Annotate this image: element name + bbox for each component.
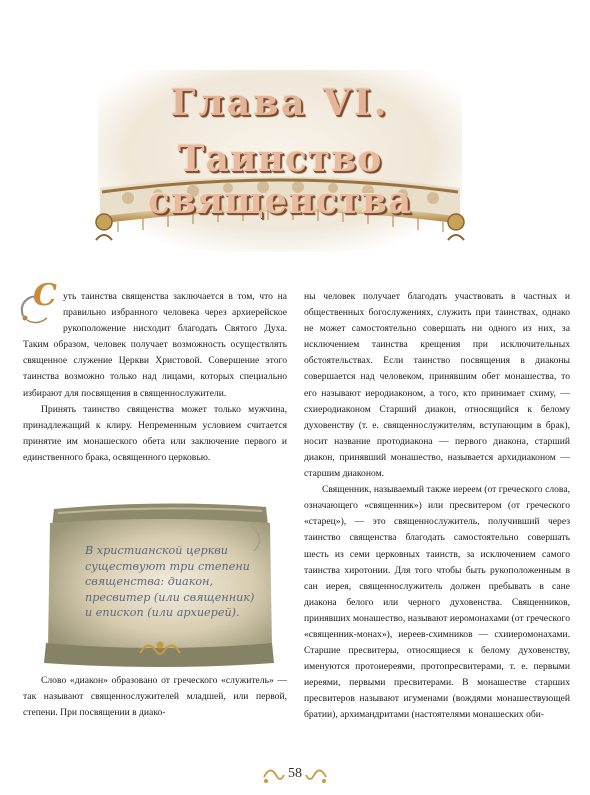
chapter-number: Глава VI. bbox=[170, 82, 390, 124]
paragraph: Слово «диакон» образовано от греческого «служитель» — так называют священнослужителей младшей, или первой, степени. При посвящении в диако- bbox=[23, 675, 287, 719]
paragraph: ны человек получает благодать участвовать в частных и общественных богослужениях, служить при таинствах, однако не может самостоятельно совершать ни одного из них, за исключением таинства крещения при исключительных обстоятельствах. Если таинство посвящения в диаконы совершается над человеком, принявшим обет монашества, то его называют иеродиаконом, а того, кто принимает схиму, — схиеродиаконом Старший диакон, относящийся к белому духовенству (т. е. священнослужителям, вступающим в брак), носит название протодиакона — первого диакона, старший диакон, принявший монашество, называется архидиаконом — старшим диаконом. bbox=[304, 291, 570, 480]
chapter-header bbox=[88, 70, 472, 252]
dropcap bbox=[17, 278, 59, 326]
left-column-bottom bbox=[23, 673, 287, 721]
chapter-title: Таинство священства bbox=[147, 138, 413, 222]
callout-text: В христианской церкви существуют три степени священства: диакон, пресвитер (или священник) и епископ (или архиерей). bbox=[85, 544, 255, 619]
paragraph: уть таинства священства заключается в том, что на правильно избранного человека через архиерейское рукоположение нисходит благодать Святого Духа. Таким образом, человек получает возможность осуществлять священное служение Церкви Христовой. Совершение этого таинства возможно только над лицами, которых специально избирают для посвящения в священнослужители. bbox=[23, 291, 287, 399]
paragraph: Принять таинство священства может только мужчина, принадлежащий к клиру. Непременным условием считается принятие им монашеского обета или заключение первого и единственного брака, освященного церковью. bbox=[23, 403, 287, 463]
page-number: 58 bbox=[288, 766, 302, 781]
callout-scroll bbox=[40, 497, 278, 672]
right-column bbox=[304, 289, 570, 724]
left-column-top bbox=[23, 278, 287, 466]
dropcap-letter: С bbox=[33, 278, 57, 313]
paragraph: Священник, называемый также иереем (от греческого слова, означающего «священник») или пресвитером (от греческого «старец»), — это священнослужитель, получивший через таинство священства благодать самостоятельно совершать шесть из семи церковных таинств, за исключением самого таинства хиротонии. Для того чтобы быть рукоположенным в сан иерея, священнослужитель должен пребывать в сане диакона белого или черного духовенства. Священников, принявших монашество, называют иеромонахами (от греческого «священник-монах»), иереев-схимников — схииеромонахами. Старшие пресвитеры, относящиеся к белому духовенству, именуются протоиереями, протопресвитерами, т. е. первыми иереями, первыми пресвитерами. В монашестве старших пресвитеров называют игуменами (вождями монашествующей братии), архимандритами (настоятелями монашеских оби- bbox=[304, 484, 570, 721]
page-number-footer bbox=[260, 763, 330, 787]
